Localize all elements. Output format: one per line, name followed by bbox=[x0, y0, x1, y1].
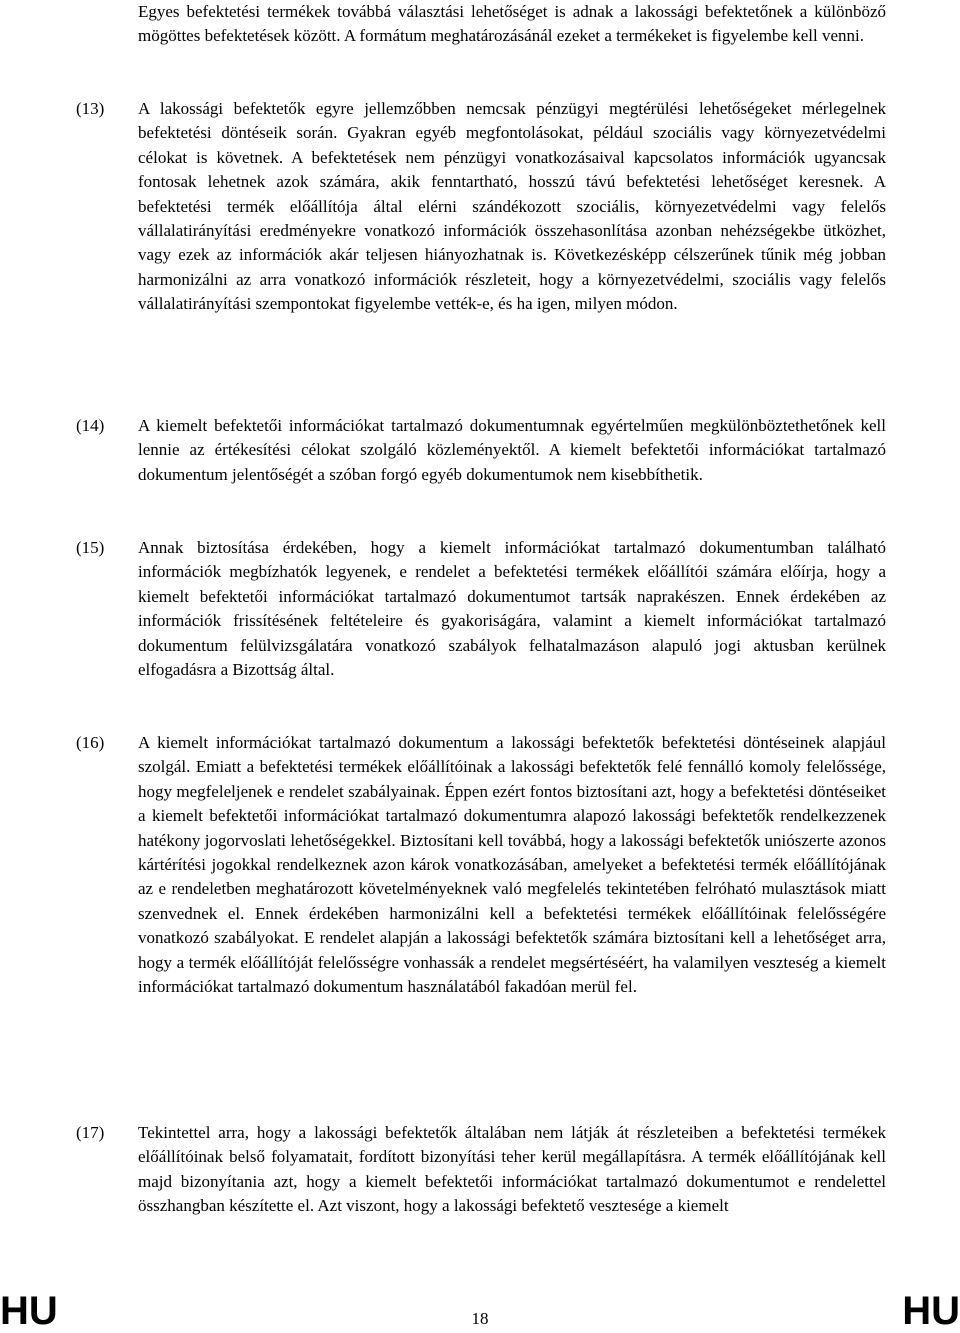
recital-text: Tekintettel arra, hogy a lakossági befektetők általában nem látják át részleteiben a befektetési termékek előállítóinak belső folyamatait, fordított bizonyítási teher kerül megállapításra. A termék előállítójának kell majd bizonyítania azt, hogy a kiemelt befektetői információkat tartalmazó dokumentumot e rendelettel összhangban készítette el. Azt viszont, hogy a lakossági befektető vesztesége a kiemelt bbox=[138, 1123, 886, 1216]
recital-text: A kiemelt információkat tartalmazó dokumentum a lakossági befektetők befektetési döntéseinek alapjául szolgál. Emiatt a befektetési termékek előállítóinak a lakossági befektetők felé fennálló komoly felelőssége, hogy megfeleljenek e rendelet szabályainak. Éppen ezért fontos biztosítani azt, hogy a befektetési döntéseiket a kiemelt befektetői információkat tartalmazó dokumentumra alapozó lakossági befektetők rendelkezzenek hatékony jogorvoslati lehetőségekkel. Biztosítani kell továbbá, hogy a lakossági befektetők uniószerte azonos kártérítési jogokkal rendelkeznek azon károk vonatkozásában, amelyeket a befektetési termék előállítójának az e rendeletben meghatározott követelményeknek való megfelelés tekintetében felróható mulasztások miatt szenvednek el. Ennek érdekében harmonizálni kell a befektetési termékek előállítóinak felelősségére vonatkozó szabályokat. E rendelet alapján a lakossági befektetők számára biztosítani kell a lehetőséget arra, hogy a termék előállítóját felelősségre vonhassák a rendelet megsértéséért, ha valamilyen veszteség a kiemelt információkat tartalmazó dokumentum használatából fakadóan merül fel. bbox=[138, 733, 886, 997]
footer-language-code-right: HU bbox=[902, 1289, 960, 1333]
footer-language-code-left: HU bbox=[0, 1289, 58, 1333]
recital-number: (14) bbox=[76, 416, 105, 435]
recital-text: A kiemelt befektetői információkat tartalmazó dokumentumnak egyértelműen megkülönböztethetőnek kell lennie az értékesítési célokat szolgáló közleményektől. A kiemelt befektetői információkat tartalmazó dokumentum jelentőségét a szóban forgó egyéb dokumentumok nem kisebbíthetik. bbox=[138, 416, 886, 484]
recital-number: (17) bbox=[76, 1123, 105, 1142]
recital-text: A lakossági befektetők egyre jellemzőbben nemcsak pénzügyi megtérülési lehetőségeket mérlegelnek befektetési döntéseik során. Gyakran egyéb megfontolásokat, például szociális vagy környezetvédelmi célokat is követnek. A befektetések nem pénzügyi vonatkozásaival kapcsolatos információk ugyancsak fontosak lehetnek azok számára, akik fenntartható, hosszú távú befektetési lehetőséget keresnek. A befektetési termék előállítója által elérni szándékozott szociális, környezetvédelmi vagy felelős vállalatirányítási eredményekre vonatkozó információk összehasonlítása azonban nehézségekbe ütközhet, vagy ezek az információk akár teljesen hiányozhatnak is. Következésképp célszerűnek tűnik még jobban harmonizálni az arra vonatkozó információk részleteit, hogy a környezetvédelmi, szociális vagy felelős vállalatirányítási szempontokat figyelembe vették-e, és ha igen, milyen módon. bbox=[138, 99, 886, 314]
intro-paragraph: Egyes befektetési termékek továbbá választási lehetőséget is adnak a lakossági befektetőnek a különböző mögöttes befektetések között. A formátum meghatározásánál ezeket a termékeket is figyelembe kell venni. bbox=[138, 2, 886, 46]
recital-number: (13) bbox=[76, 99, 105, 118]
recital-number: (15) bbox=[76, 538, 105, 557]
recital-text: Annak biztosítása érdekében, hogy a kiemelt információkat tartalmazó dokumentumban található információk megbízhatók legyenek, e rendelet a befektetési termékek előállítói számára előírja, hogy a kiemelt befektetői információkat tartalmazó dokumentumot tartsák naprakészen. Ennek érdekében az információk frissítésének feltételeire és gyakoriságára, valamint a kiemelt információkat tartalmazó dokumentum felülvizsgálatára vonatkozó szabályok felhatalmazáson alapuló jogi aktusban kerülnek elfogadásra a Bizottság által. bbox=[138, 538, 886, 680]
recital-number: (16) bbox=[76, 733, 105, 752]
page-number: 18 bbox=[471, 1309, 489, 1328]
